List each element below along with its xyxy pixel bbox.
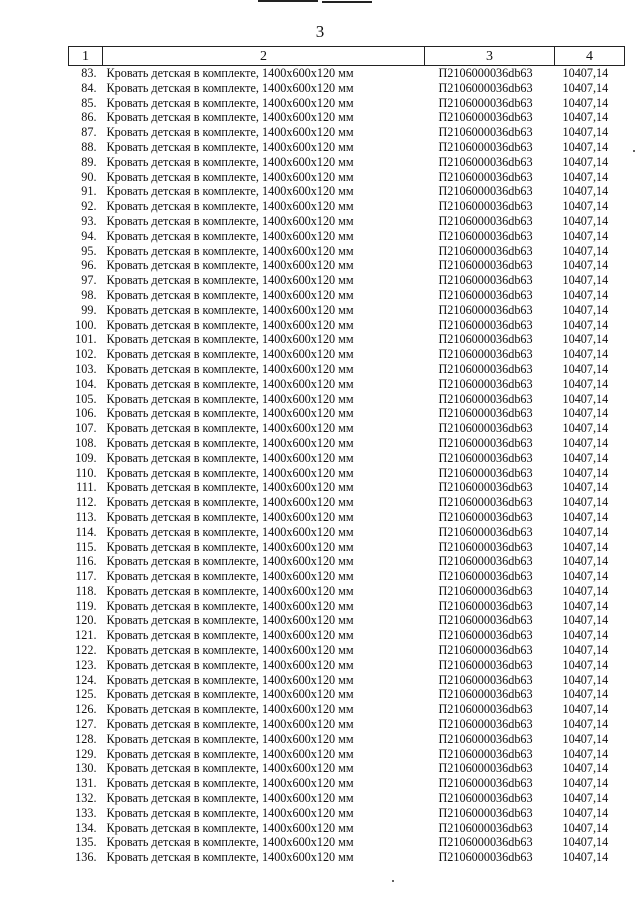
table-row	[69, 244, 625, 259]
row-number: 118.	[75, 583, 97, 598]
item-name: Кровать детская в комплекте, 1400х600х120 мм	[106, 421, 354, 436]
table-row	[69, 140, 625, 155]
table-row	[69, 480, 625, 495]
row-number: 133.	[75, 805, 97, 820]
item-price: 10407,14	[562, 154, 609, 169]
item-code: П2106000036db63	[438, 184, 533, 199]
item-price: 10407,14	[562, 465, 609, 480]
table-row	[69, 273, 625, 288]
item-price: 10407,14	[562, 613, 609, 628]
table-row	[69, 702, 625, 717]
item-code: П2106000036db63	[438, 302, 533, 317]
row-number: 116.	[75, 554, 97, 569]
item-name: Кровать детская в комплекте, 1400х600х120 мм	[106, 302, 354, 317]
row-number: 112.	[75, 495, 97, 510]
item-code: П2106000036db63	[438, 509, 533, 524]
item-code: П2106000036db63	[438, 450, 533, 465]
row-number: 135.	[75, 835, 97, 850]
item-name: Кровать детская в комплекте, 1400х600х120 мм	[106, 598, 354, 613]
item-code: П2106000036db63	[438, 139, 533, 154]
item-name: Кровать детская в комплекте, 1400х600х120 мм	[106, 805, 354, 820]
row-number: 89.	[81, 154, 97, 169]
scan-mark	[322, 1, 372, 3]
item-name: Кровать детская в комплекте, 1400х600х120 мм	[106, 361, 354, 376]
item-name: Кровать детская в комплекте, 1400х600х120 мм	[106, 450, 354, 465]
item-name: Кровать детская в комплекте, 1400х600х120 мм	[106, 835, 354, 850]
item-code: П2106000036db63	[438, 406, 533, 421]
scan-speck	[392, 880, 394, 882]
table-row	[69, 421, 625, 436]
item-name: Кровать детская в комплекте, 1400х600х120 мм	[106, 391, 354, 406]
item-name: Кровать детская в комплекте, 1400х600х120 мм	[106, 850, 354, 865]
table-row	[69, 347, 625, 362]
table-row	[69, 747, 625, 762]
row-number: 122.	[75, 643, 97, 658]
item-code: П2106000036db63	[438, 761, 533, 776]
table-row	[69, 776, 625, 791]
item-code: П2106000036db63	[438, 731, 533, 746]
table-row	[69, 288, 625, 303]
item-name: Кровать детская в комплекте, 1400х600х120 мм	[106, 406, 354, 421]
item-code: П2106000036db63	[438, 702, 533, 717]
item-code: П2106000036db63	[438, 495, 533, 510]
item-price: 10407,14	[562, 273, 609, 288]
item-price: 10407,14	[562, 761, 609, 776]
item-name: Кровать детская в комплекте, 1400х600х120 мм	[106, 169, 354, 184]
table-row	[69, 66, 625, 81]
row-number: 127.	[75, 717, 97, 732]
table-row	[69, 436, 625, 451]
item-name: Кровать детская в комплекте, 1400х600х120 мм	[106, 66, 354, 80]
item-price: 10407,14	[562, 480, 609, 495]
item-price: 10407,14	[562, 569, 609, 584]
item-code: П2106000036db63	[438, 287, 533, 302]
table-row	[69, 155, 625, 170]
table-row	[69, 184, 625, 199]
item-code: П2106000036db63	[438, 583, 533, 598]
item-name: Кровать детская в комплекте, 1400х600х120 мм	[106, 569, 354, 584]
item-code: П2106000036db63	[438, 598, 533, 613]
item-price: 10407,14	[562, 717, 609, 732]
table-row	[69, 806, 625, 821]
table-row	[69, 643, 625, 658]
table-row	[69, 835, 625, 850]
item-price: 10407,14	[562, 361, 609, 376]
item-code: П2106000036db63	[438, 273, 533, 288]
row-number: 88.	[81, 139, 97, 154]
scan-speck	[633, 150, 635, 152]
item-name: Кровать детская в комплекте, 1400х600х120 мм	[106, 465, 354, 480]
row-number: 102.	[75, 347, 97, 362]
item-code: П2106000036db63	[438, 805, 533, 820]
scan-mark	[258, 0, 318, 2]
item-code: П2106000036db63	[438, 421, 533, 436]
item-code: П2106000036db63	[438, 835, 533, 850]
row-number: 107.	[75, 421, 97, 436]
table-row	[69, 525, 625, 540]
item-name: Кровать детская в комплекте, 1400х600х120 мм	[106, 776, 354, 791]
row-number: 91.	[81, 184, 97, 199]
item-code: П2106000036db63	[438, 376, 533, 391]
item-name: Кровать детская в комплекте, 1400х600х120 мм	[106, 746, 354, 761]
item-code: П2106000036db63	[438, 391, 533, 406]
item-code: П2106000036db63	[438, 213, 533, 228]
item-name: Кровать детская в комплекте, 1400х600х120 мм	[106, 80, 354, 95]
table-row	[69, 554, 625, 569]
item-code: П2106000036db63	[438, 791, 533, 806]
table-row	[69, 540, 625, 555]
item-name: Кровать детская в комплекте, 1400х600х120 мм	[106, 583, 354, 598]
item-price: 10407,14	[562, 524, 609, 539]
row-number: 130.	[75, 761, 97, 776]
item-code: П2106000036db63	[438, 465, 533, 480]
item-code: П2106000036db63	[438, 657, 533, 672]
item-price: 10407,14	[562, 125, 609, 140]
row-number: 132.	[75, 791, 97, 806]
item-code: П2106000036db63	[438, 169, 533, 184]
item-name: Кровать детская в комплекте, 1400х600х120 мм	[106, 317, 354, 332]
item-code: П2106000036db63	[438, 850, 533, 865]
item-name: Кровать детская в комплекте, 1400х600х120 мм	[106, 287, 354, 302]
item-name: Кровать детская в комплекте, 1400х600х120 мм	[106, 95, 354, 110]
row-number: 100.	[75, 317, 97, 332]
table-row	[69, 510, 625, 525]
item-price: 10407,14	[562, 731, 609, 746]
row-number: 124.	[75, 672, 97, 687]
row-number: 104.	[75, 376, 97, 391]
table-row	[69, 658, 625, 673]
item-name: Кровать детская в комплекте, 1400х600х120 мм	[106, 495, 354, 510]
row-number: 92.	[81, 199, 97, 214]
row-number: 125.	[75, 687, 97, 702]
item-name: Кровать детская в комплекте, 1400х600х120 мм	[106, 213, 354, 228]
table-row	[69, 214, 625, 229]
item-code: П2106000036db63	[438, 820, 533, 835]
item-price: 10407,14	[562, 243, 609, 258]
item-code: П2106000036db63	[438, 361, 533, 376]
item-price: 10407,14	[562, 228, 609, 243]
item-price: 10407,14	[562, 184, 609, 199]
item-code: П2106000036db63	[438, 746, 533, 761]
items-table	[68, 46, 625, 865]
row-number: 113.	[75, 509, 97, 524]
item-price: 10407,14	[562, 347, 609, 362]
row-number: 108.	[75, 435, 97, 450]
table-row	[69, 628, 625, 643]
item-price: 10407,14	[562, 805, 609, 820]
item-name: Кровать детская в комплекте, 1400х600х120 мм	[106, 643, 354, 658]
table-header-row	[69, 47, 625, 66]
item-code: П2106000036db63	[438, 347, 533, 362]
item-price: 10407,14	[562, 509, 609, 524]
row-number: 93.	[81, 213, 97, 228]
item-name: Кровать детская в комплекте, 1400х600х120 мм	[106, 347, 354, 362]
row-number: 86.	[81, 110, 97, 125]
row-number: 99.	[81, 302, 97, 317]
item-price: 10407,14	[562, 702, 609, 717]
table-row	[69, 332, 625, 347]
item-name: Кровать детская в комплекте, 1400х600х120 мм	[106, 628, 354, 643]
table-row	[69, 170, 625, 185]
item-price: 10407,14	[562, 287, 609, 302]
table-row	[69, 318, 625, 333]
table-row	[69, 717, 625, 732]
row-number: 103.	[75, 361, 97, 376]
item-price: 10407,14	[562, 746, 609, 761]
item-price: 10407,14	[562, 687, 609, 702]
column-header-name: 2	[103, 47, 425, 66]
table-row	[69, 229, 625, 244]
table-row	[69, 303, 625, 318]
item-price: 10407,14	[562, 628, 609, 643]
row-number: 98.	[81, 287, 97, 302]
table-row	[69, 362, 625, 377]
item-name: Кровать детская в комплекте, 1400х600х120 мм	[106, 613, 354, 628]
item-code: П2106000036db63	[438, 258, 533, 273]
row-number: 85.	[81, 95, 97, 110]
item-code: П2106000036db63	[438, 154, 533, 169]
item-price: 10407,14	[562, 850, 609, 865]
item-name: Кровать детская в комплекте, 1400х600х120 мм	[106, 820, 354, 835]
item-name: Кровать детская в комплекте, 1400х600х120 мм	[106, 435, 354, 450]
item-code: П2106000036db63	[438, 480, 533, 495]
row-number: 106.	[75, 406, 97, 421]
table-row	[69, 687, 625, 702]
column-header-number: 1	[69, 47, 103, 66]
row-number: 96.	[81, 258, 97, 273]
column-header-price: 4	[555, 47, 625, 66]
item-name: Кровать детская в комплекте, 1400х600х120 мм	[106, 228, 354, 243]
item-price: 10407,14	[562, 376, 609, 391]
item-name: Кровать детская в комплекте, 1400х600х120 мм	[106, 672, 354, 687]
table-row	[69, 613, 625, 628]
item-price: 10407,14	[562, 258, 609, 273]
table-row	[69, 821, 625, 836]
item-name: Кровать детская в комплекте, 1400х600х120 мм	[106, 687, 354, 702]
item-price: 10407,14	[562, 598, 609, 613]
item-code: П2106000036db63	[438, 243, 533, 258]
item-code: П2106000036db63	[438, 613, 533, 628]
row-number: 131.	[75, 776, 97, 791]
item-price: 10407,14	[562, 317, 609, 332]
column-header-code: 3	[425, 47, 555, 66]
item-code: П2106000036db63	[438, 554, 533, 569]
item-code: П2106000036db63	[438, 539, 533, 554]
item-name: Кровать детская в комплекте, 1400х600х120 мм	[106, 110, 354, 125]
item-price: 10407,14	[562, 495, 609, 510]
row-number: 101.	[75, 332, 97, 347]
row-number: 105.	[75, 391, 97, 406]
item-price: 10407,14	[562, 657, 609, 672]
row-number: 126.	[75, 702, 97, 717]
item-name: Кровать детская в комплекте, 1400х600х120 мм	[106, 332, 354, 347]
table-row	[69, 673, 625, 688]
table-row	[69, 451, 625, 466]
item-name: Кровать детская в комплекте, 1400х600х120 мм	[106, 539, 354, 554]
item-code: П2106000036db63	[438, 717, 533, 732]
table-row	[69, 392, 625, 407]
table-row	[69, 125, 625, 140]
item-price: 10407,14	[562, 835, 609, 850]
item-price: 10407,14	[562, 391, 609, 406]
table-row	[69, 110, 625, 125]
item-price: 10407,14	[562, 213, 609, 228]
item-code: П2106000036db63	[438, 628, 533, 643]
item-name: Кровать детская в комплекте, 1400х600х120 мм	[106, 199, 354, 214]
table-row	[69, 466, 625, 481]
item-price: 10407,14	[562, 421, 609, 436]
table-row	[69, 850, 625, 865]
page-number: 3	[315, 22, 325, 41]
table-row	[69, 258, 625, 273]
item-code: П2106000036db63	[438, 66, 533, 80]
table-row	[69, 791, 625, 806]
table-row	[69, 584, 625, 599]
row-number: 129.	[75, 746, 97, 761]
item-price: 10407,14	[562, 139, 609, 154]
row-number: 111.	[76, 480, 97, 495]
item-price: 10407,14	[562, 110, 609, 125]
item-price: 10407,14	[562, 450, 609, 465]
item-name: Кровать детская в комплекте, 1400х600х120 мм	[106, 376, 354, 391]
row-number: 123.	[75, 657, 97, 672]
item-name: Кровать детская в комплекте, 1400х600х120 мм	[106, 731, 354, 746]
item-price: 10407,14	[562, 554, 609, 569]
row-number: 83.	[81, 66, 97, 80]
item-code: П2106000036db63	[438, 125, 533, 140]
row-number: 134.	[75, 820, 97, 835]
row-number: 87.	[81, 125, 97, 140]
row-number: 84.	[81, 80, 97, 95]
row-number: 110.	[75, 465, 97, 480]
item-price: 10407,14	[562, 776, 609, 791]
item-price: 10407,14	[562, 95, 609, 110]
item-code: П2106000036db63	[438, 672, 533, 687]
item-price: 10407,14	[562, 539, 609, 554]
row-number: 94.	[81, 228, 97, 243]
row-number: 114.	[75, 524, 97, 539]
item-name: Кровать детская в комплекте, 1400х600х120 мм	[106, 791, 354, 806]
item-name: Кровать детская в комплекте, 1400х600х120 мм	[106, 154, 354, 169]
item-price: 10407,14	[562, 169, 609, 184]
row-number: 97.	[81, 273, 97, 288]
item-code: П2106000036db63	[438, 776, 533, 791]
row-number: 128.	[75, 731, 97, 746]
item-code: П2106000036db63	[438, 80, 533, 95]
table-row	[69, 81, 625, 96]
row-number: 136.	[75, 850, 97, 865]
row-number: 109.	[75, 450, 97, 465]
table-row	[69, 199, 625, 214]
item-price: 10407,14	[562, 66, 609, 80]
item-code: П2106000036db63	[438, 569, 533, 584]
item-name: Кровать детская в комплекте, 1400х600х120 мм	[106, 702, 354, 717]
item-code: П2106000036db63	[438, 317, 533, 332]
item-name: Кровать детская в комплекте, 1400х600х120 мм	[106, 273, 354, 288]
item-price: 10407,14	[562, 820, 609, 835]
item-price: 10407,14	[562, 435, 609, 450]
item-name: Кровать детская в комплекте, 1400х600х120 мм	[106, 258, 354, 273]
item-name: Кровать детская в комплекте, 1400х600х120 мм	[106, 554, 354, 569]
row-number: 117.	[75, 569, 97, 584]
item-name: Кровать детская в комплекте, 1400х600х120 мм	[106, 509, 354, 524]
item-code: П2106000036db63	[438, 228, 533, 243]
item-price: 10407,14	[562, 80, 609, 95]
item-name: Кровать детская в комплекте, 1400х600х120 мм	[106, 184, 354, 199]
item-name: Кровать детская в комплекте, 1400х600х120 мм	[106, 480, 354, 495]
item-price: 10407,14	[562, 583, 609, 598]
table-row	[69, 495, 625, 510]
item-code: П2106000036db63	[438, 95, 533, 110]
item-code: П2106000036db63	[438, 687, 533, 702]
item-code: П2106000036db63	[438, 110, 533, 125]
item-name: Кровать детская в комплекте, 1400х600х120 мм	[106, 761, 354, 776]
item-name: Кровать детская в комплекте, 1400х600х120 мм	[106, 717, 354, 732]
item-code: П2106000036db63	[438, 643, 533, 658]
item-price: 10407,14	[562, 302, 609, 317]
item-name: Кровать детская в комплекте, 1400х600х120 мм	[106, 524, 354, 539]
item-price: 10407,14	[562, 406, 609, 421]
item-code: П2106000036db63	[438, 199, 533, 214]
table-row	[69, 761, 625, 776]
item-price: 10407,14	[562, 672, 609, 687]
table-row	[69, 732, 625, 747]
table-row	[69, 599, 625, 614]
row-number: 90.	[81, 169, 97, 184]
item-name: Кровать детская в комплекте, 1400х600х120 мм	[106, 657, 354, 672]
item-code: П2106000036db63	[438, 435, 533, 450]
row-number: 121.	[75, 628, 97, 643]
row-number: 119.	[75, 598, 97, 613]
table-row	[69, 377, 625, 392]
item-price: 10407,14	[562, 643, 609, 658]
item-price: 10407,14	[562, 199, 609, 214]
row-number: 120.	[75, 613, 97, 628]
item-price: 10407,14	[562, 791, 609, 806]
item-name: Кровать детская в комплекте, 1400х600х120 мм	[106, 139, 354, 154]
item-code: П2106000036db63	[438, 524, 533, 539]
row-number: 115.	[75, 539, 97, 554]
table-row	[69, 569, 625, 584]
table-row	[69, 96, 625, 111]
item-name: Кровать детская в комплекте, 1400х600х120 мм	[106, 125, 354, 140]
row-number: 95.	[81, 243, 97, 258]
table-row	[69, 406, 625, 421]
item-price: 10407,14	[562, 332, 609, 347]
item-name: Кровать детская в комплекте, 1400х600х120 мм	[106, 243, 354, 258]
item-code: П2106000036db63	[438, 332, 533, 347]
